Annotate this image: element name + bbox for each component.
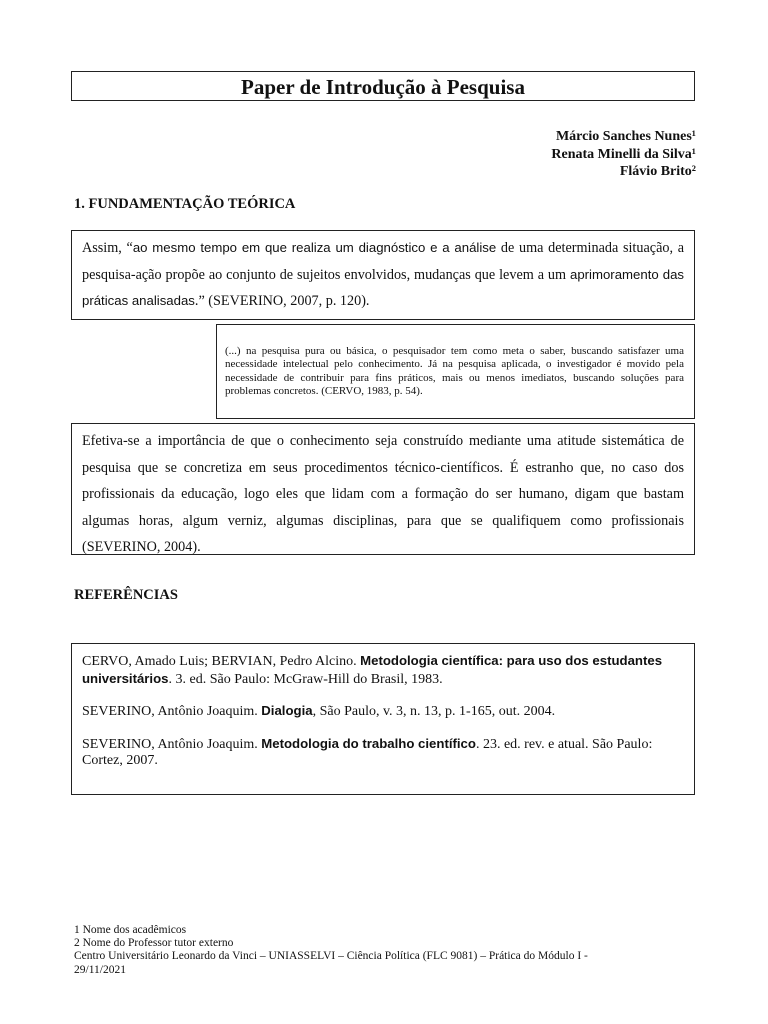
reference-authors: CERVO, Amado Luis; BERVIAN, Pedro Alcino. — [82, 654, 361, 669]
section-heading-referencias: REFERÊNCIAS — [74, 587, 178, 603]
quote-text-highlight: ao mesmo tempo em que realiza um diagnóstico e a análise — [132, 240, 497, 255]
author-name: Renata Minelli da Silva¹ — [551, 146, 696, 162]
reference-title: Metodologia científica: para uso dos estudantes universitários — [82, 653, 663, 686]
page-title: Paper de Introdução à Pesquisa — [241, 75, 525, 99]
reference-details: . 3. ed. São Paulo: McGraw-Hill do Brasil, 1983. — [168, 671, 443, 687]
quote-box-severino-2007 — [71, 230, 695, 320]
reference-details: , São Paulo, v. 3, n. 13, p. 1-165, out. 2004. — [312, 704, 556, 719]
title-box — [71, 71, 695, 101]
reference-item — [82, 653, 684, 688]
quote-text-suffix: .” (SEVERINO, 2007, p. 120). — [194, 293, 370, 309]
quote-text-middle: de uma determinada situação, a pesquisa-ação propõe ao conjunto de sujeitos envolvidos, mudanças que levem a um — [82, 240, 685, 283]
reference-details: . 23. ed. rev. e atual. São Paulo: Cortez, 2007. — [82, 736, 653, 768]
reference-item — [82, 736, 684, 770]
reference-title: Dialogia — [261, 703, 313, 718]
footnote-line: 1 Nome dos acadêmicos — [74, 924, 187, 936]
quote-box-cervo-1983 — [216, 324, 695, 419]
footnotes — [74, 924, 674, 977]
quote-text-prefix: Assim, “ — [82, 240, 133, 256]
footnote-line: 2 Nome do Professor tutor externo — [74, 937, 234, 950]
reference-authors: SEVERINO, Antônio Joaquim. — [82, 704, 262, 719]
reference-item — [82, 703, 684, 721]
footnote-line: 29/11/2021 — [74, 963, 126, 976]
quote-box-severino-2004 — [71, 423, 695, 555]
quote-text-highlight: aprimoramento das práticas analisadas — [82, 266, 684, 308]
author-list — [551, 128, 696, 181]
paragraph-text: Efetiva-se a importância de que o conhecimento seja construído mediante uma atitude sistemática de pesquisa que se concretiza em seus procedimentos técnico-científicos. É estranho que, no caso dos profissionais da educação, logo eles que lidam com a formação do ser humano, digam que bastam algumas horas, algum verniz, algumas disciplinas, para que se qualifiquem como profissionais (SEVERINO, 2004). — [82, 433, 684, 555]
references-box — [71, 643, 695, 795]
reference-authors: SEVERINO, Antônio Joaquim. — [82, 736, 262, 752]
reference-title: Metodologia do trabalho científico — [261, 735, 476, 751]
author-name: Márcio Sanches Nunes¹ — [555, 129, 696, 144]
section-heading-fundamentacao: 1. FUNDAMENTAÇÃO TEÓRICA — [74, 196, 296, 212]
author-name: Flávio Brito² — [619, 164, 696, 179]
long-quote-text: (...) na pesquisa pura ou básica, o pesquisador tem como meta o saber, buscando satisfazer uma necessidade intelectual pelo conhecimento. Já na pesquisa aplicada, o investigador é movido pela necessidade de contribuir para fins práticos, mais ou menos imediatos, buscando soluções para problemas concretos. (CERVO, 1983, p. 54). — [225, 345, 684, 398]
footnote-line: Centro Universitário Leonardo da Vinci – UNIASSELVI – Ciência Política (FLC 9081) – Prática do Módulo I - — [74, 950, 588, 963]
